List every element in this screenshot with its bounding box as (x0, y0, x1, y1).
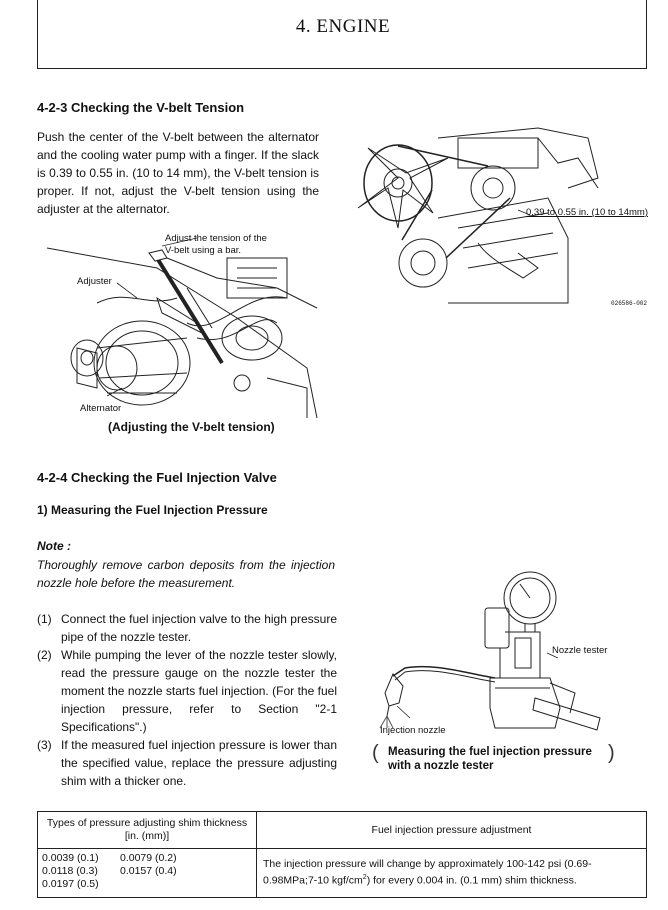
v-belt-paragraph: Push the center of the V-belt between the alternator and the cooling water pump with a finger. If the slack is 0.39 to 0.55 in. (10 to 14 mm), the V-belt tension is proper. If not, adjust the V-belt tension using the adjuster at the alternator. (37, 130, 319, 216)
shim-value: 0.0079 (0.2) (120, 852, 177, 864)
figure-code: 026586-002 (611, 300, 648, 307)
figure-caption-v-belt: (Adjusting the V-belt tension) (108, 420, 275, 434)
note-text: Thoroughly remove carbon deposits from the injection nozzle hole before the measurement. (37, 558, 335, 590)
alternator-illustration (37, 228, 322, 426)
label-injection-nozzle: Injection nozzle (380, 725, 446, 736)
label-alternator: Alternator (80, 403, 122, 414)
shim-value: 0.0118 (0.3) (42, 865, 98, 877)
adjustment-cell: The injection pressure will change by approximately 100-142 psi (0.69-0.98MPa;7-10 kgf/$cm^2$) for every 0.004 in. (0.1 mm) shim thickness. (257, 849, 647, 898)
shim-value: 0.0197 (0.5) (42, 878, 99, 890)
label-adjust-bar: Adjust the tension of the V-belt using a bar. (165, 233, 267, 256)
shim-table (37, 811, 647, 898)
shim-value: 0.0157 (0.4) (120, 865, 177, 877)
subsection-heading: 1) Measuring the Fuel Injection Pressure (37, 503, 268, 517)
section-heading-v-belt: 4-2-3 Checking the V-belt Tension (37, 100, 245, 115)
table-row (38, 849, 647, 898)
table-header-shim: Types of pressure adjusting shim thickness [in. (mm)] (38, 812, 257, 849)
table-header-adjustment: Fuel injection pressure adjustment (257, 812, 647, 849)
section-heading-fuel-injection: 4-2-4 Checking the Fuel Injection Valve (37, 470, 277, 485)
steps-list (37, 610, 337, 790)
caption-bracket-right: ) (608, 742, 615, 764)
list-item: (2) While pumping the lever of the nozzle tester slowly, read the pressure gauge on the nozzle tester the moment the nozzle starts fuel injection. (For the fuel injection pressure, refer to Section "2-1 Specifications".) (37, 648, 337, 734)
figure-caption-nozzle-tester: Measuring the fuel injection pressure with a nozzle tester (388, 746, 592, 772)
list-item: (1) Connect the fuel injection valve to the high pressure pipe of the nozzle tester. (37, 612, 337, 644)
page-title: 4. ENGINE (295, 16, 391, 37)
table-row (38, 812, 647, 849)
shim-value: 0.0039 (0.1) (42, 852, 99, 864)
v-belt-adjust-figure (37, 228, 322, 426)
caption-bracket-left: ( (372, 742, 379, 764)
header-box (37, 0, 647, 69)
label-adjuster: Adjuster (77, 276, 112, 287)
list-item: (3) If the measured fuel injection pressure is lower than the specified value, replace the pressure adjusting shim with a thicker one. (37, 738, 337, 788)
label-belt-slack: 0.39 to 0.55 in. (10 to 14mm) (526, 207, 648, 218)
label-nozzle-tester: Nozzle tester (552, 645, 608, 656)
shim-values-cell (38, 849, 257, 898)
note-title: Note : (37, 539, 71, 553)
